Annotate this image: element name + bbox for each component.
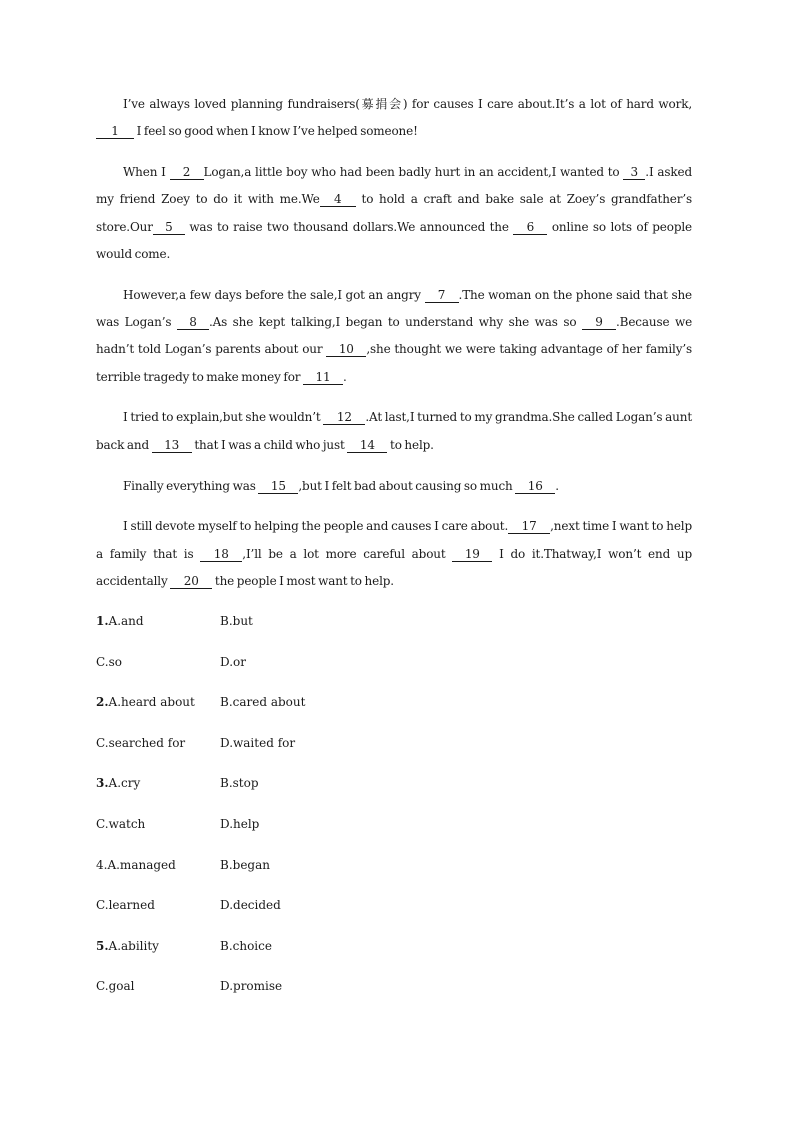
blank-1: 1 [96,124,134,139]
text-segment: was to raise two thousand dollars.We announced the [189,219,509,234]
text-segment: to hold a craft and bake sale at Zoey’s grandfather’s store.Our [96,192,693,234]
option-d: D.help [220,816,260,831]
text-segment: Logan,a little boy who had been badly hurt in an accident,I wanted to [203,165,620,180]
text-segment: When I [123,165,166,180]
cloze-passage [96,91,692,609]
option-c: C.goal [96,979,135,994]
paragraph-3 [96,282,692,391]
question-number: 2. [96,695,109,710]
option-c: C.so [96,654,122,669]
option-a [96,933,220,960]
paragraph-2 [96,159,692,268]
blank-12: 12 [323,410,365,425]
paragraph-1 [96,91,692,146]
blank-7: 7 [425,288,459,303]
option-a-text: A.and [108,614,144,628]
text-segment: ,she thought we were taking advantage of her family’s terrible tragedy to make money for [96,342,692,384]
blank-9: 9 [582,315,616,330]
text-segment: I do it.Thatway,I won’t end up accidentally [96,546,693,588]
text-segment: . [555,478,559,493]
option-a [96,852,220,879]
option-d: D.decided [220,898,281,913]
question-5-row-1 [96,933,696,974]
option-a-text: A.cry [108,776,141,791]
blank-10: 10 [326,342,366,357]
question-number: 5. [96,938,109,953]
question-number: 1. [96,614,109,628]
text-segment: .As she kept talking,I began to understand why she was so [208,315,577,330]
option-d: D.waited for [220,735,296,750]
text-segment: the people I most want to help. [214,573,394,588]
blank-3: 3 [623,165,645,180]
text-segment: online so lots of people would come. [96,219,692,261]
text-segment: .The woman on the phone said that she was Logan’s [96,287,692,330]
text-segment: I still devote myself to helping the people and causes I care about. [123,519,509,534]
paragraph-4 [96,404,692,459]
text-segment: I’ve always loved planning fundraisers(募捐会) for causes I care about.It’s a lot of hard work, [123,97,692,111]
blank-13: 13 [152,438,192,453]
question-4-row-2 [96,892,696,933]
question-3-row-1 [96,770,696,811]
text-segment: .At last,I turned to my grandma.She called Logan’s aunt back and [96,410,693,452]
text-segment: .I asked my friend Zoey to do it with me.We [96,165,692,207]
option-b: B.choice [220,938,272,953]
blank-11: 11 [303,370,343,385]
blank-18: 18 [200,547,242,562]
text-segment: I feel so good when I know I’ve helped someone! [136,124,418,139]
blank-8: 8 [177,315,209,330]
blank-19: 19 [452,547,492,562]
blank-4: 4 [320,192,356,207]
option-d: D.or [220,654,246,669]
text-segment: However,a few days before the sale,I got an angry [123,287,421,302]
text-segment: I tried to explain,but she wouldn’t [123,410,321,425]
blank-20: 20 [170,574,212,589]
text-segment: Finally everything was [123,478,256,493]
paragraph-5 [96,473,692,500]
text-segment: . [343,369,347,384]
text-segment: to help. [390,437,434,452]
option-a-text: A.heard about [108,695,195,710]
blank-2: 2 [170,165,204,180]
blank-5: 5 [153,220,185,235]
text-segment: ,I’ll be a lot more careful about [242,546,446,561]
question-number: 3. [96,776,109,791]
question-list [96,608,696,1014]
option-a [96,689,220,716]
option-a-text: A.ability [108,938,159,953]
text-segment: ,but I felt bad about causing so much [298,478,513,493]
question-number: 4. [96,857,108,872]
blank-17: 17 [508,519,550,534]
blank-14: 14 [347,438,387,453]
option-d: D.promise [220,979,283,994]
text-segment: .Because we hadn’t told Logan’s parents about our [96,315,693,357]
option-c: C.learned [96,898,155,913]
option-c: C.watch [96,816,146,831]
option-a [96,608,220,635]
option-b: B.stop [220,776,259,791]
option-b: B.but [220,614,253,628]
paragraph-6 [96,513,692,595]
question-3-row-2 [96,811,696,852]
question-1-row-1 [96,608,696,649]
question-2-row-2 [96,730,696,771]
option-b: B.cared about [220,695,306,710]
blank-16: 16 [515,479,555,494]
option-c: C.searched for [96,735,186,750]
option-b: B.began [220,857,270,872]
text-segment: ,next time I want to help a family that is [96,519,693,561]
blank-15: 15 [258,479,298,494]
question-5-row-2 [96,973,696,1014]
option-a-text: A.managed [107,857,176,872]
question-2-row-1 [96,689,696,730]
blank-6: 6 [513,220,547,235]
question-4-row-1 [96,852,696,893]
question-1-row-2 [96,649,696,690]
text-segment: that I was a child who just [194,437,345,452]
option-a [96,770,220,797]
